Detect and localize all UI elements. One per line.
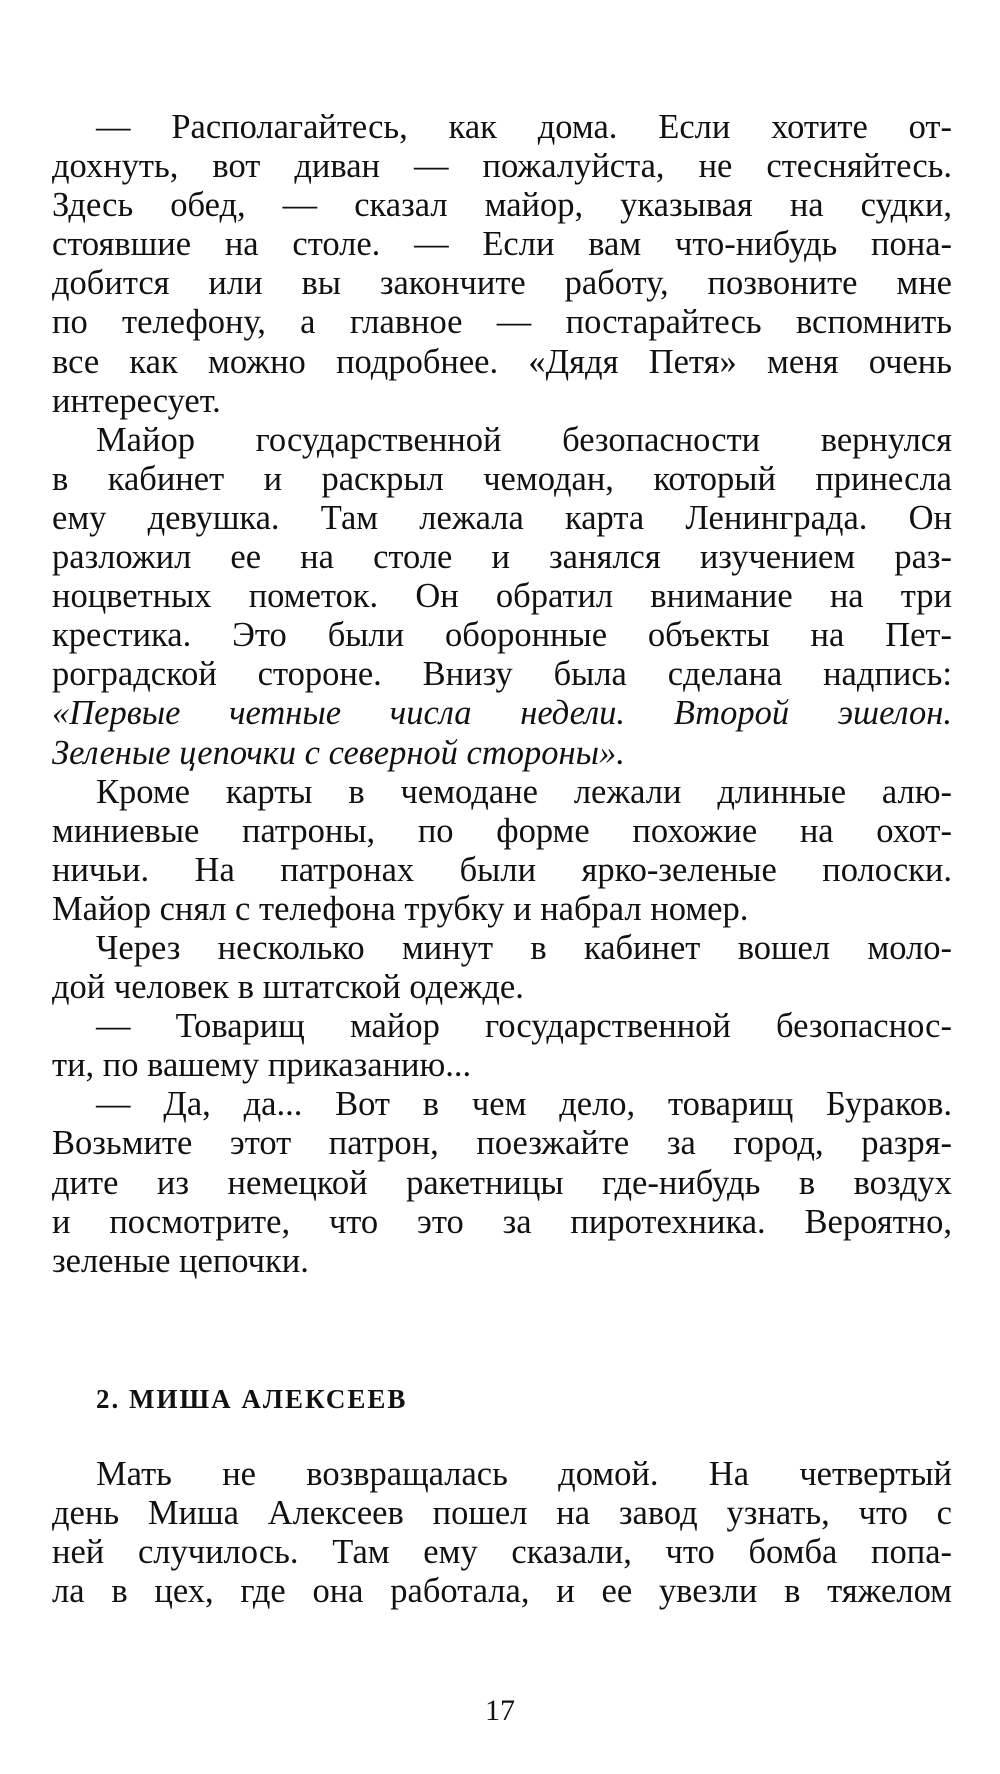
- text-line: — Товарищ майор государственной безопаснос-: [96, 1007, 952, 1046]
- text-line: разложил ее на столе и занялся изучением раз-: [52, 538, 952, 577]
- page-body: [52, 108, 952, 1611]
- text-line: роградской стороне. Внизу была сделана надпись:: [52, 655, 952, 694]
- text-line: в кабинет и раскрыл чемодан, который принесла: [52, 459, 952, 498]
- paragraph: [52, 108, 952, 421]
- section-spacer: [52, 1281, 952, 1377]
- text-line: день Миша Алексеев пошел на завод узнать, что с: [52, 1493, 952, 1532]
- paragraph: [52, 1007, 952, 1085]
- paragraph: [52, 421, 952, 773]
- text-line: ничьи. На патронах были ярко-зеленые полоски.: [52, 850, 952, 889]
- text-line: зеленые цепочки.: [52, 1241, 309, 1280]
- text-line: ла в цех, где она работала, и ее увезли в тяжелом: [52, 1572, 952, 1611]
- text-line: миниевые патроны, по форме похожие на охот-: [52, 811, 952, 850]
- text-line: Кроме карты в чемодане лежали длинные алю-: [96, 772, 952, 811]
- text-line: дохнуть, вот диван — пожалуйста, не стесняйтесь.: [52, 147, 952, 186]
- text-line: Мать не возвращалась домой. На четвертый: [96, 1454, 952, 1493]
- text-line: и посмотрите, что это за пиротехника. Вероятно,: [52, 1202, 952, 1241]
- text-line: все как можно подробнее. «Дядя Петя» меня очень: [52, 342, 952, 381]
- text-line: Майор снял с телефона трубку и набрал номер.: [52, 889, 749, 928]
- italic-text-line: Зеленые цепочки с северной стороны».: [52, 733, 625, 772]
- text-line: ти, по вашему приказанию...: [52, 1046, 472, 1085]
- text-line: по телефону, а главное — постарайтесь вспомнить: [52, 303, 952, 342]
- text-line: ноцветных пометок. Он обратил внимание на три: [52, 577, 952, 616]
- text-line: крестика. Это были оборонные объекты на Пет-: [52, 616, 952, 655]
- section-heading: 2. МИША АЛЕКСЕЕВ: [96, 1383, 408, 1414]
- text-line: — Располагайтесь, как дома. Если хотите от-: [96, 108, 952, 146]
- text-line: ней случилось. Там ему сказали, что бомба попа-: [52, 1533, 952, 1571]
- italic-text-line: «Первые четные числа недели. Второй эшелон.: [52, 694, 952, 733]
- text-line: — Да, да... Вот в чем дело, товарищ Бураков.: [96, 1085, 952, 1124]
- text-line: дите из немецкой ракетницы где-нибудь в воздух: [52, 1163, 952, 1202]
- text-line: Возьмите этот патрон, поезжайте за город, разря-: [52, 1124, 952, 1163]
- text-line: добится или вы закончите работу, позвоните мне: [52, 264, 952, 303]
- page-number: 17: [485, 1694, 515, 1727]
- text-line: Здесь обед, — сказал майор, указывая на судки,: [52, 186, 952, 225]
- text-block-before-heading: [52, 108, 952, 1281]
- text-line: стоявшие на столе. — Если вам что-нибудь пона-: [52, 225, 952, 264]
- paragraph: [52, 773, 952, 929]
- paragraph: [52, 929, 952, 1007]
- text-line: интересует.: [52, 381, 221, 420]
- text-line: дой человек в штатской одежде.: [52, 968, 524, 1007]
- section-spacer: [52, 1419, 952, 1455]
- text-line: ему девушка. Там лежала карта Ленинграда. Он: [52, 498, 952, 537]
- text-block-after-heading: [52, 1455, 952, 1611]
- paragraph: [52, 1455, 952, 1611]
- text-line: Майор государственной безопасности вернулся: [96, 420, 952, 459]
- paragraph: [52, 1085, 952, 1280]
- text-line: Через несколько минут в кабинет вошел моло-: [96, 928, 952, 967]
